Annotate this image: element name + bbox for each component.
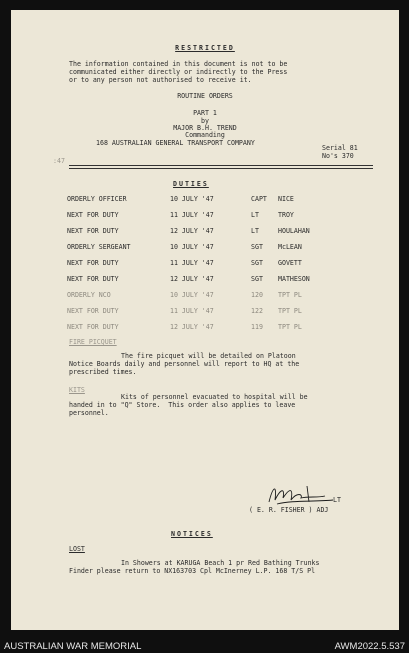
commanding-label: Commanding [185, 131, 225, 139]
fire-picquet-line-3: prescribed times. [69, 368, 137, 376]
order-numbers: No's 370 [322, 152, 354, 160]
duty-rank: 120 [251, 291, 263, 299]
duty-rank: LT [251, 227, 259, 235]
lost-heading: LOST [69, 545, 85, 553]
duty-date: 11 JULY '47 [170, 211, 214, 219]
notices-heading: NOTICES [171, 530, 213, 538]
kits-line-1: Kits of personnel evacuated to hospital will be [121, 393, 308, 401]
duty-row [67, 323, 327, 333]
document-page [11, 10, 399, 630]
fire-picquet-line-2: Notice Boards daily and personnel will report to HQ at the [69, 360, 300, 368]
duty-name: GOVETT [278, 259, 302, 267]
duty-role: NEXT FOR DUTY [67, 259, 119, 267]
duty-role: NEXT FOR DUTY [67, 227, 119, 235]
duty-date: 12 JULY '47 [170, 323, 214, 331]
footer-institution: AUSTRALIAN WAR MEMORIAL [4, 641, 142, 652]
duty-row [67, 211, 327, 221]
duty-name: HOULAHAN [278, 227, 310, 235]
duty-name: TROY [278, 211, 294, 219]
duty-rank: SGT [251, 243, 263, 251]
duty-rank: SGT [251, 275, 263, 283]
duty-role: ORDERLY SERGEANT [67, 243, 131, 251]
archive-footer [0, 630, 409, 653]
fire-picquet-heading: FIRE PICQUET [69, 338, 117, 346]
duty-name: TPT PL [278, 291, 302, 299]
kits-line-2: handed in to "Q" Store. This order also applies to leave [69, 401, 296, 409]
header-rule [69, 165, 373, 169]
notice-line-3: or to any person not authorised to receive it. [69, 76, 252, 84]
duty-date: 12 JULY '47 [170, 227, 214, 235]
duty-rank: LT [251, 211, 259, 219]
duty-role: NEXT FOR DUTY [67, 211, 119, 219]
notice-line-1: The information contained in this document is not to be [69, 60, 288, 68]
kits-heading: KITS [69, 386, 85, 394]
duties-heading: DUTIES [173, 180, 209, 188]
restricted-heading: RESTRICTED [175, 44, 235, 52]
duty-date: 11 JULY '47 [170, 259, 214, 267]
duty-row [67, 291, 327, 301]
duty-row [67, 307, 327, 317]
duty-name: MATHESON [278, 275, 310, 283]
duty-date: 10 JULY '47 [170, 291, 214, 299]
signature-block: ( E. R. FISHER ) ADJ [249, 506, 329, 514]
duty-role: NEXT FOR DUTY [67, 275, 119, 283]
duty-date: 11 JULY '47 [170, 307, 214, 315]
duty-role: NEXT FOR DUTY [67, 323, 119, 331]
duty-name: TPT PL [278, 323, 302, 331]
orders-by: by [201, 117, 209, 125]
fire-picquet-line-1: The fire picquet will be detailed on Platoon [121, 352, 296, 360]
duty-role: ORDERLY NCO [67, 291, 111, 299]
orders-title: ROUTINE ORDERS [177, 92, 233, 100]
duty-row [67, 227, 327, 237]
unit-name: 168 AUSTRALIAN GENERAL TRANSPORT COMPANY [96, 139, 255, 147]
date-stub: :47 [53, 157, 65, 165]
kits-line-3: personnel. [69, 409, 109, 417]
duty-role: NEXT FOR DUTY [67, 307, 119, 315]
duty-name: TPT PL [278, 307, 302, 315]
duty-date: 12 JULY '47 [170, 275, 214, 283]
duty-row [67, 195, 327, 205]
duty-name: NICE [278, 195, 294, 203]
signature-suffix: LT [333, 496, 341, 504]
commander-name: MAJOR B.H. TREND [173, 124, 237, 132]
lost-line-1: In Showers at KARUGA Beach 1 pr Red Bathing Trunks [121, 559, 320, 567]
duty-rank: 122 [251, 307, 263, 315]
duty-date: 10 JULY '47 [170, 195, 214, 203]
lost-line-2: Finder please return to NX163703 Cpl McInerney L.P. 168 T/S Pl [69, 567, 316, 575]
duty-row [67, 243, 327, 253]
duty-date: 10 JULY '47 [170, 243, 214, 251]
duty-row [67, 275, 327, 285]
duty-role: ORDERLY OFFICER [67, 195, 127, 203]
notice-line-2: communicated either directly or indirectly to the Press [69, 68, 288, 76]
serial-number: Serial 81 [322, 144, 358, 152]
duty-rank: SGT [251, 259, 263, 267]
footer-accession-number: AWM2022.5.537 [334, 641, 405, 652]
duty-rank: 119 [251, 323, 263, 331]
duty-name: McLEAN [278, 243, 302, 251]
duty-rank: CAPT [251, 195, 267, 203]
duty-row [67, 259, 327, 269]
orders-part: PART 1 [193, 109, 217, 117]
